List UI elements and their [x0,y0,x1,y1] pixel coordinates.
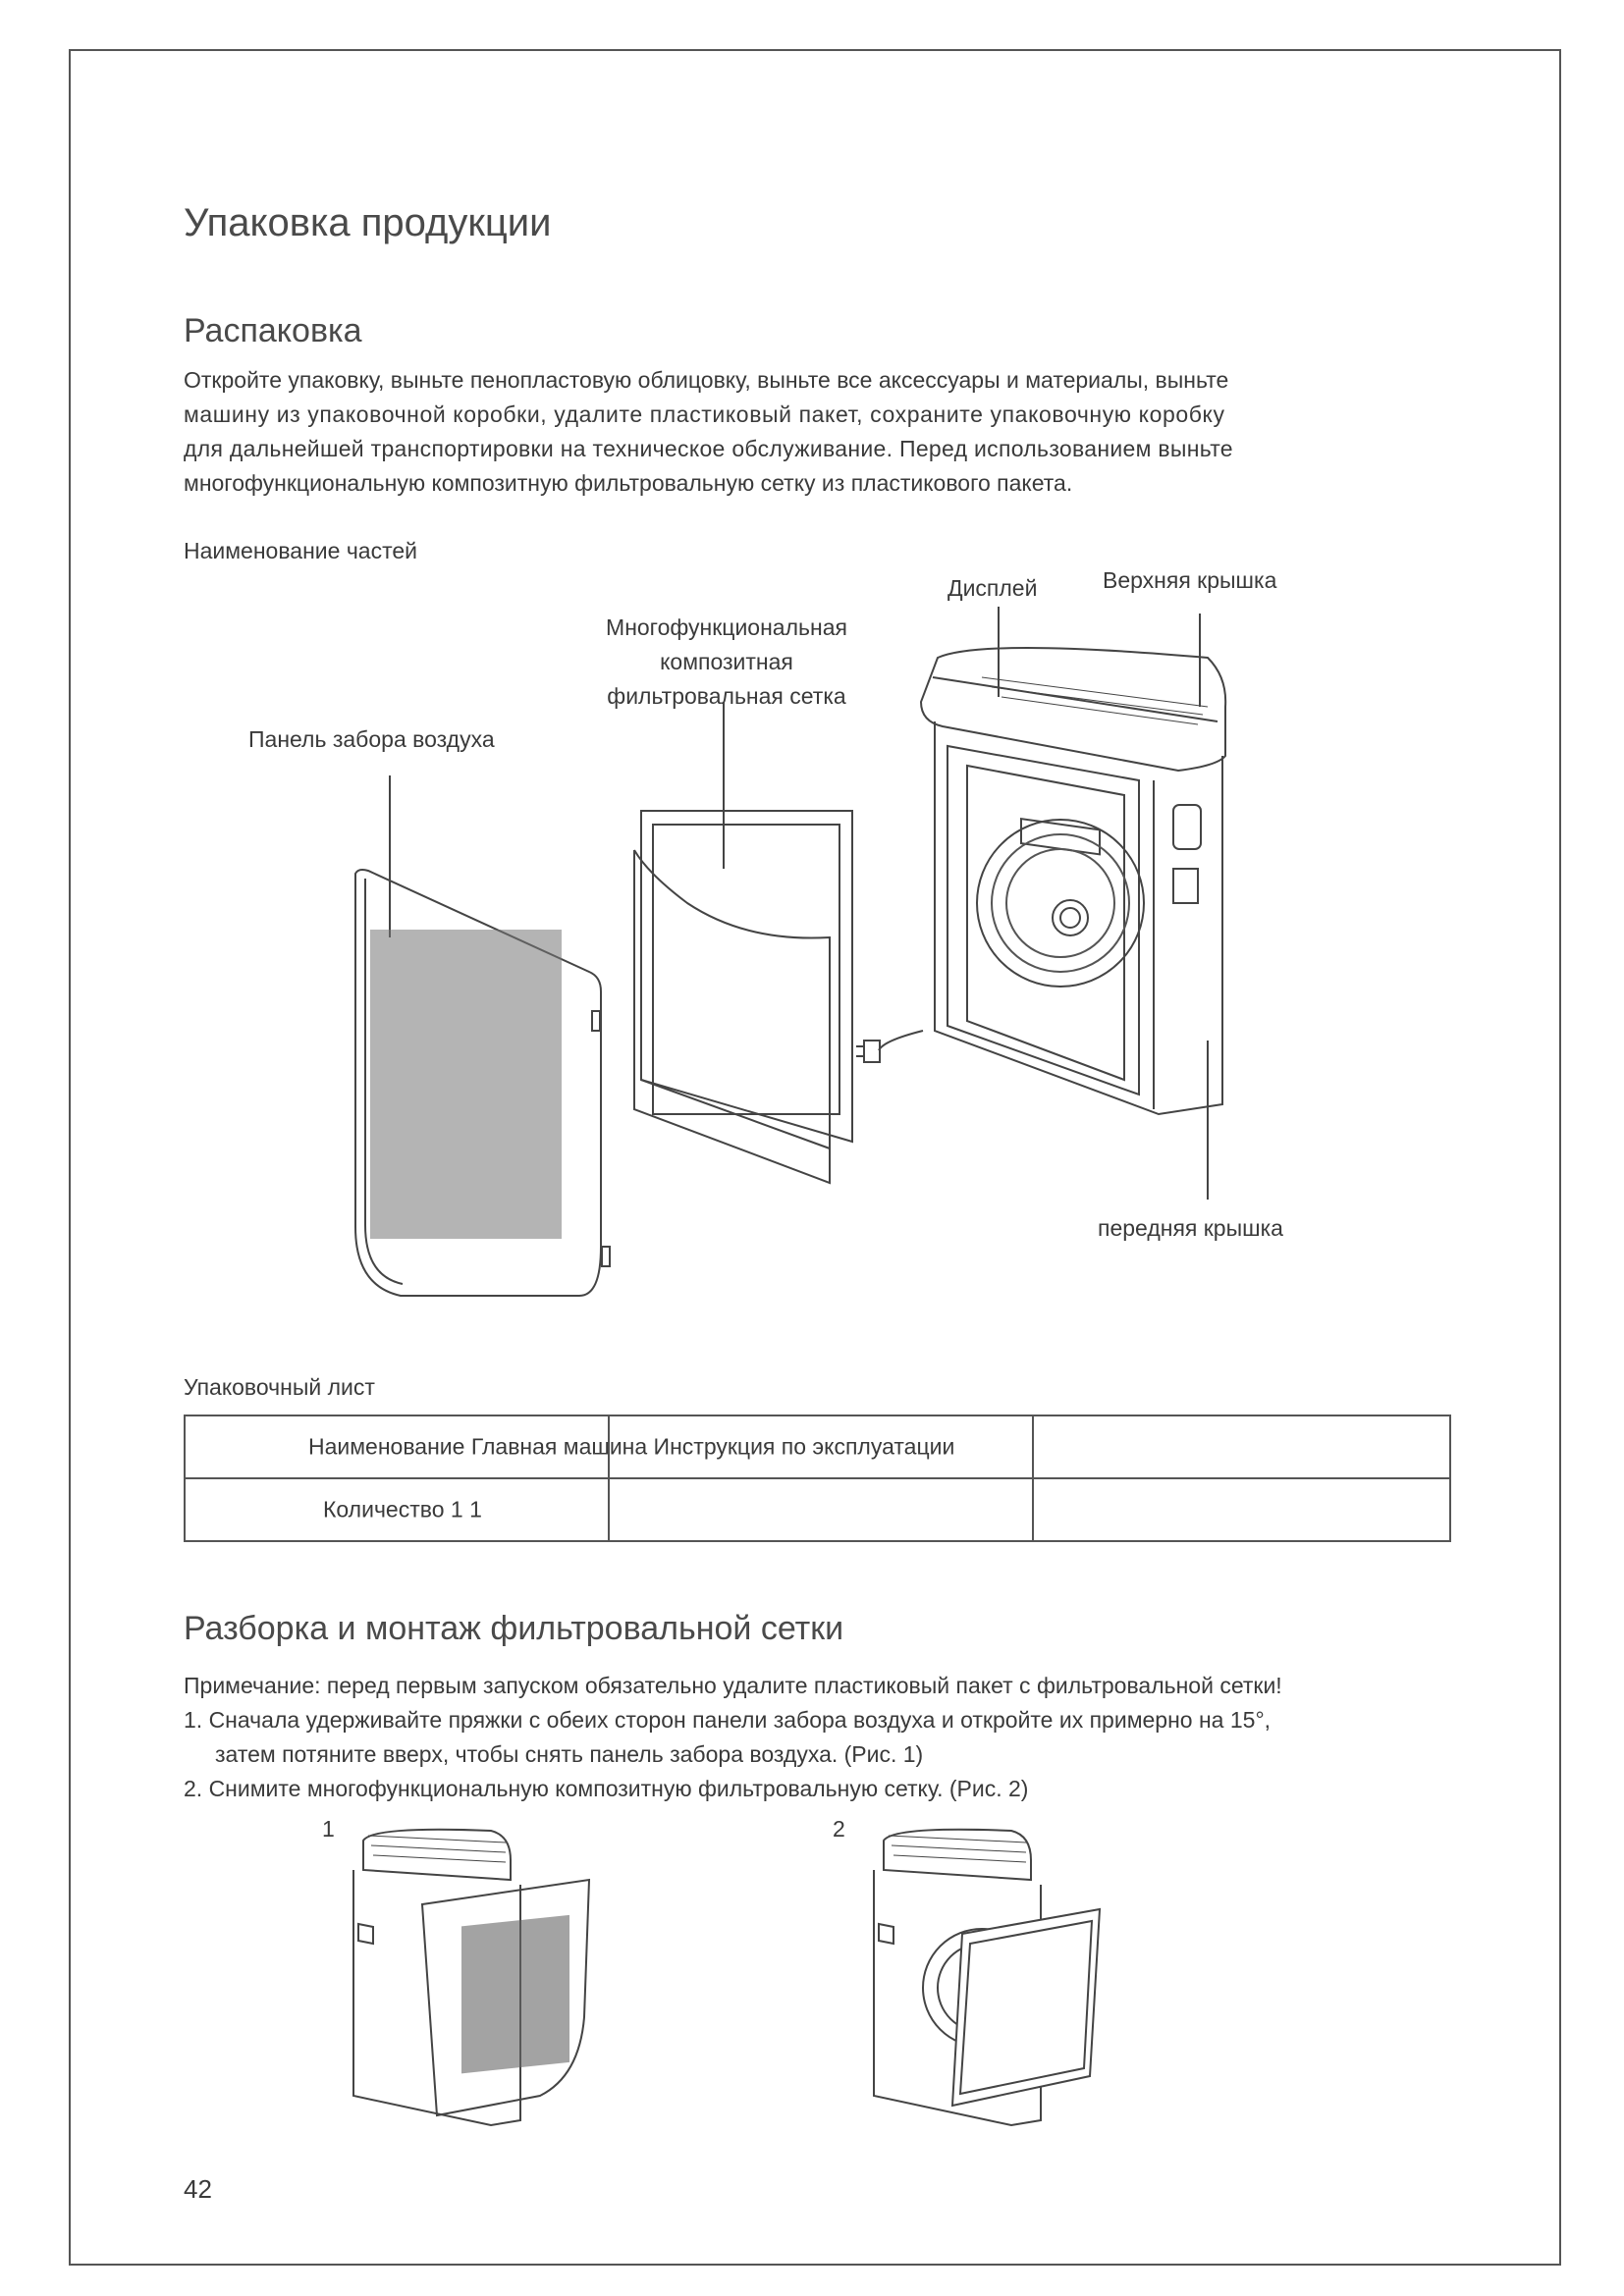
figure-2-drawing [864,1821,1139,2145]
filter-label-line: фильтровальная сетка [607,683,846,709]
paragraph-line: машину из упаковочной коробки, удалите пластиковый пакет, сохраните упаковочную коробку [184,401,1225,427]
packing-row-2-text: Количество 1 1 [323,1496,482,1522]
table-row [185,1415,1450,1478]
intake-panel-label: Панель забора воздуха [248,726,495,752]
disassembly-heading: Разборка и монтаж фильтровальной сетки [184,1610,844,1647]
top-cover-label: Верхняя крышка [1103,567,1277,593]
filter-label-line: композитная [660,649,793,674]
packing-list-caption: Упаковочный лист [184,1374,375,1400]
page-title: Упаковка продукции [184,201,552,244]
parts-caption: Наименование частей [184,538,418,563]
step-2-line: 2. Снимите многофункциональную композитную фильтровальную сетку. (Рис. 2) [184,1776,1029,1801]
packing-list-table [184,1415,1451,1542]
paragraph-line: для дальнейшей транспортировки на техническое обслуживание. Перед использованием выньте [184,436,1233,461]
filter-label-line: Многофункциональная [606,614,847,640]
paragraph-line: многофункциональную композитную фильтровальную сетку из пластикового пакета. [184,470,1073,496]
table-cell [609,1478,1033,1541]
paragraph-line: Откройте упаковку, выньте пенопластовую облицовку, выньте все аксессуары и материалы, выньте [184,367,1229,393]
step-1-line: 1. Сначала удерживайте пряжки с обеих сторон панели забора воздуха и откройте их примерно на 15°, [184,1707,1272,1733]
main-unit-drawing [856,648,1225,1114]
disassembly-instructions [184,1669,1282,1806]
front-cover-label: передняя крышка [1098,1215,1283,1241]
table-cell [1033,1415,1450,1478]
page-number: 42 [184,2174,212,2204]
figure-1-drawing [344,1821,619,2145]
step-1-line: затем потяните вверх, чтобы снять панель забора воздуха. (Рис. 1) [215,1741,924,1767]
table-cell [185,1478,609,1541]
table-cell [609,1415,1033,1478]
packing-row-1-text: Наименование Главная машина Инструкция по эксплуатации [308,1433,955,1460]
figure-1-number: 1 [322,1816,335,1842]
intake-panel-drawing [355,870,610,1296]
note-line: Примечание: перед первым запуском обязательно удалите пластиковый пакет с фильтровальной сетки! [184,1673,1282,1698]
table-cell [1033,1478,1450,1541]
filter-drawing [634,811,852,1183]
display-label: Дисплей [947,575,1038,601]
table-cell [185,1415,955,1478]
figure-2-number: 2 [833,1816,845,1842]
unpacking-heading: Распаковка [184,312,362,349]
table-row [185,1478,1450,1541]
